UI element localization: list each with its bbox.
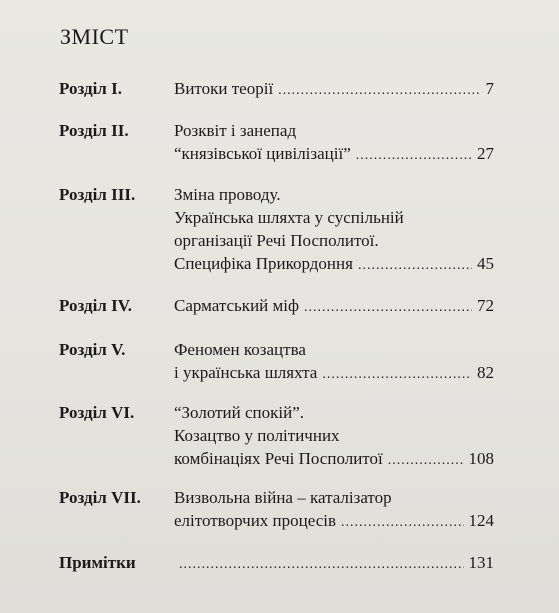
chapter-title (174, 338, 494, 384)
chapter-title-line: організації Речі Посполитої. (174, 231, 379, 250)
dot-leader (278, 79, 480, 102)
chapter-title-line: Українська шляхта у суспільній (174, 208, 404, 227)
page-number: 7 (485, 79, 494, 98)
chapter-title (174, 119, 494, 165)
page-number: 124 (468, 511, 494, 530)
toc-line (174, 447, 494, 470)
chapter-title (174, 77, 494, 100)
dot-leader (358, 254, 472, 277)
chapter-title-line: Сарматський міф (174, 296, 300, 315)
chapter-label: Розділ I. (59, 79, 122, 98)
page-number: 108 (468, 449, 494, 468)
page-number: 82 (477, 363, 494, 382)
chapter-title-line: і українська шляхта (174, 363, 318, 382)
chapter-label: Розділ IV. (59, 296, 133, 315)
dot-leader (388, 449, 464, 472)
dot-leader (356, 144, 472, 167)
page-number: 45 (477, 254, 494, 273)
toc-line (174, 361, 494, 384)
page-title: ЗМІСТ (60, 24, 129, 49)
toc-line (174, 142, 494, 165)
chapter-title-line: комбінаціях Речі Посполитої (174, 449, 383, 468)
dot-leader (341, 511, 463, 534)
chapter-title-line: елітотворчих процесів (174, 511, 337, 530)
chapter-title-line: Розквіт і занепад (174, 121, 297, 140)
chapter-label: Розділ VII. (59, 488, 141, 507)
chapter-title (174, 401, 494, 470)
chapter-title (174, 183, 494, 275)
notes-label: Примітки (59, 553, 136, 572)
chapter-label: Розділ VI. (59, 403, 135, 422)
chapter-title-line: Козацтво у політичних (174, 426, 340, 445)
dot-leader (179, 553, 464, 576)
dot-leader (322, 363, 472, 386)
toc-line (174, 77, 494, 100)
page-number: 131 (468, 553, 494, 572)
toc-line (174, 252, 494, 275)
page-number: 27 (477, 144, 494, 163)
toc-line (174, 509, 494, 532)
chapter-title-line: Зміна проводу. (174, 185, 281, 204)
chapter-title-line: Феномен козацтва (174, 340, 306, 359)
chapter-title-line: Визвольна війна – каталізатор (174, 488, 392, 507)
chapter-title-line: “князівської цивілізації” (174, 144, 351, 163)
chapter-title-line: Витоки теорії (174, 79, 274, 98)
chapter-title (174, 294, 494, 317)
toc-line (174, 294, 494, 317)
chapter-label: Розділ III. (59, 185, 136, 204)
page-number: 72 (477, 296, 494, 315)
chapter-title (174, 486, 494, 532)
chapter-title-line: “Золотий спокій”. (174, 403, 304, 422)
chapter-label: Розділ V. (59, 340, 126, 359)
toc-line (174, 551, 494, 574)
dot-leader (304, 296, 472, 319)
chapter-title-line: Специфіка Прикордоння (174, 254, 353, 273)
chapter-label: Розділ II. (59, 121, 129, 140)
chapter-title (174, 551, 494, 574)
